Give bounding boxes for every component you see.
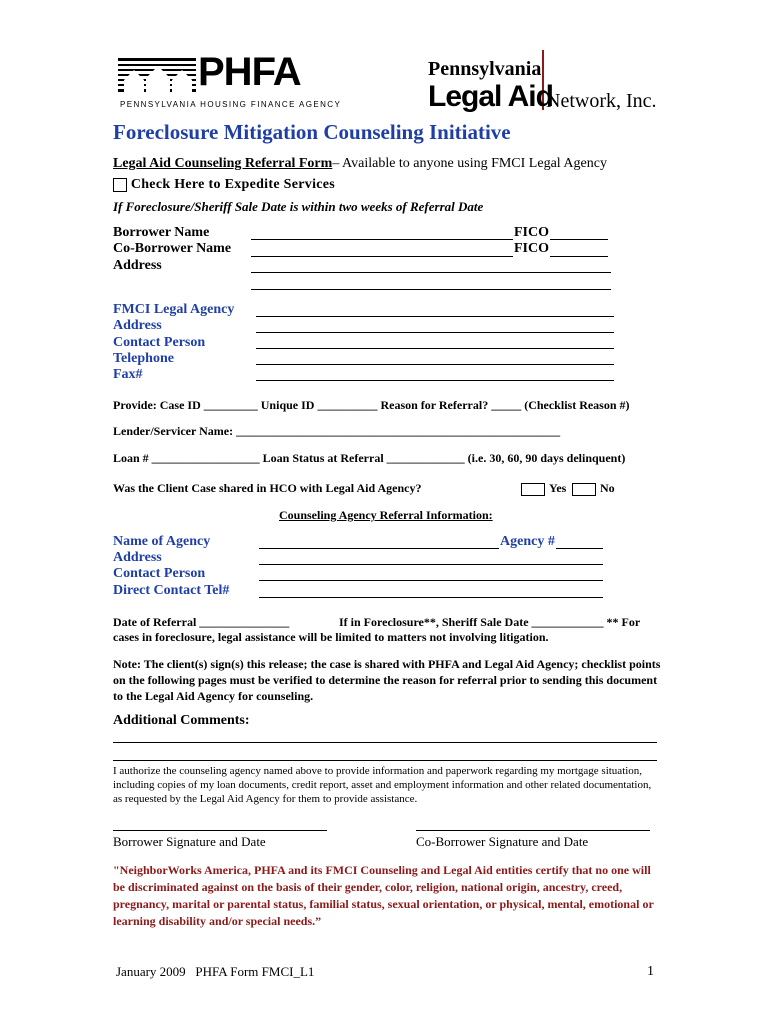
hco-question: Was the Client Case shared in HCO with Legal Aid Agency? [113,481,422,495]
borrower-address-field-2[interactable] [251,289,611,290]
expedite-note: If Foreclosure/Sheriff Sale Date is within two weeks of Referral Date [113,199,484,214]
expedite-checkbox[interactable] [113,178,127,192]
fico1-label: FICO [514,225,549,240]
borrower-signature-label: Borrower Signature and Date [113,834,266,849]
phfa-wordmark: PHFA [198,50,301,94]
intro-line [113,156,607,172]
hco-yes-checkbox[interactable] [521,483,545,496]
agency-number-field[interactable] [556,548,603,549]
fico2-field[interactable] [550,256,608,257]
counseling-address-field[interactable] [259,564,603,565]
fico1-field[interactable] [550,239,608,240]
form-name: Legal Aid Counseling Referral Form [113,156,333,171]
agency-number-label: Agency # [500,534,555,549]
borrower-signature-field[interactable] [113,830,327,831]
provide-ids-line: Provide: Case ID _________ Unique ID __________ Reason for Referral? _____ (Checklist Reason #) [113,398,630,412]
legal-aid-logo [428,50,658,114]
legal-agency-telephone-field[interactable] [256,364,614,365]
lender-line: Lender/Servicer Name: ______________________________________________________ [113,424,561,438]
hco-no-label: No [600,481,615,495]
phfa-logo [118,50,342,112]
legal-agency-contact-label: Contact Person [113,335,206,350]
phfa-subtitle: PENNSYLVANIA HOUSING FINANCE AGENCY [120,100,342,109]
legal-agency-fax-field[interactable] [256,380,614,381]
legal-agency-label: FMCI Legal Agency [113,302,235,317]
loan-line: Loan # __________________ Loan Status at Referral _____________ (i.e. 30, 60, 90 days delinquent) [113,451,626,465]
coborrower-name-label: Co-Borrower Name [113,241,232,256]
referral-continuation: cases in foreclosure, legal assistance will be limited to matters not involving litigation. [113,630,549,644]
borrower-name-label: Borrower Name [113,225,210,240]
legal-agency-fax-label: Fax# [113,367,143,382]
fico2-label: FICO [514,241,549,256]
legal-aid-line3: Network, Inc. [546,90,657,112]
referral-date-line: Date of Referral _______________ [113,615,290,629]
note-paragraph: Note: The client(s) sign(s) this release; the case is shared with PHFA and Legal Aid Agency; checklist points on the following pages must be verified to determine the reason for referral prior to sending this document to the Legal Aid Agency for counseling. [113,657,661,703]
coborrower-signature-label: Co-Borrower Signature and Date [416,834,589,849]
counseling-address-label: Address [113,550,162,565]
legal-agency-field[interactable] [256,316,614,317]
footer-form-id: January 2009 PHFA Form FMCI_L1 [116,964,315,979]
expedite-row [113,177,335,193]
legal-agency-address-label: Address [113,318,162,333]
page-title: Foreclosure Mitigation Counseling Initiative [113,120,511,144]
counseling-contact-label: Contact Person [113,566,206,581]
comments-heading: Additional Comments: [113,713,250,728]
counseling-name-label: Name of Agency [113,534,211,549]
counseling-tel-label: Direct Contact Tel# [113,583,230,598]
borrower-address-field-1[interactable] [251,272,611,273]
counseling-tel-field[interactable] [259,597,603,598]
hco-yes-label: Yes [549,481,567,495]
legal-agency-telephone-label: Telephone [113,351,174,366]
nondiscrimination-statement: "NeighborWorks America, PHFA and its FMCI Counseling and Legal Aid entities certify that no one will be discriminated against on the basis of their gender, color, religion, national origin, ancestry, creed, pregnancy, marital or parental status, familial status, sexual orientation, or physical, mental, emotional or learning disability and/or special needs.” [113,863,654,928]
counseling-heading: Counseling Agency Referral Information: [279,508,493,522]
expedite-label: Check Here to Expedite Services [130,177,336,192]
phfa-houses-icon [118,56,196,96]
counseling-contact-field[interactable] [259,580,603,581]
page-number: 1 [647,964,654,979]
legal-aid-line1: Pennsylvania [428,58,542,80]
counseling-name-field[interactable] [259,548,499,549]
legal-agency-address-field[interactable] [256,332,614,333]
hco-no-checkbox[interactable] [572,483,596,496]
borrower-name-field[interactable] [251,239,513,240]
coborrower-signature-field[interactable] [416,830,650,831]
coborrower-name-field[interactable] [251,256,513,257]
borrower-address-label: Address [113,258,162,273]
legal-aid-line2: Legal Aid [428,80,553,113]
legal-agency-contact-field[interactable] [256,348,614,349]
sheriff-sale-line: If in Foreclosure**, Sheriff Sale Date ____________ ** For [339,615,641,629]
form-description: – Available to anyone using FMCI Legal Agency [332,156,607,171]
comments-field-1[interactable] [113,742,657,743]
comments-field-2[interactable] [113,760,657,761]
authorization-paragraph: I authorize the counseling agency named above to provide information and paperwork regarding my mortgage situation, including copies of my loan documents, credit report, asset and employment information and other related documentation, as requested by the Legal Aid Agency for them to provide assistance. [113,765,652,805]
